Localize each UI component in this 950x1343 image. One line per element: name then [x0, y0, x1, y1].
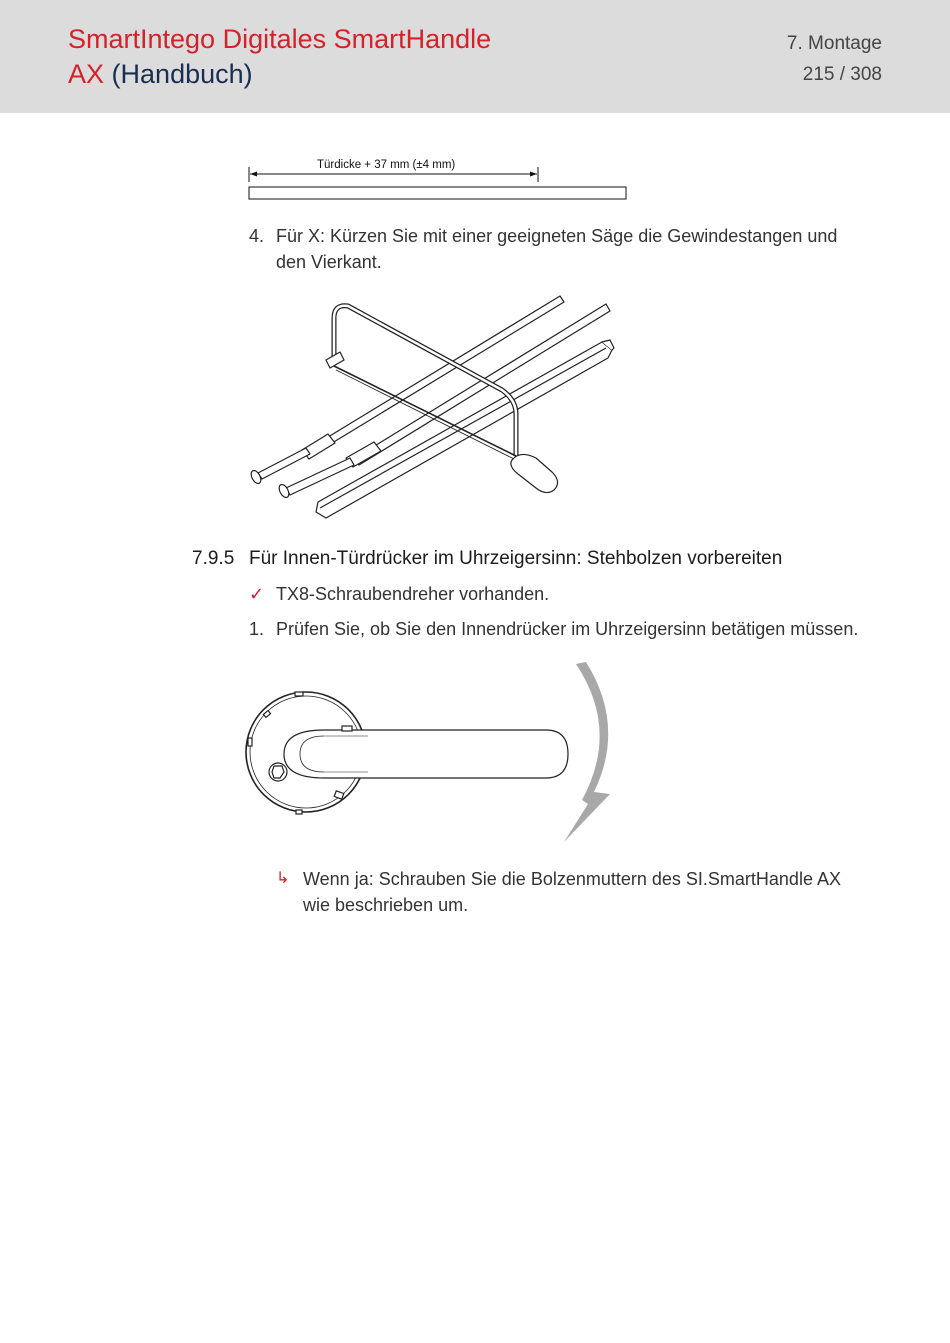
door-thickness-label: Türdicke + 37 mm (±4 mm)	[317, 159, 456, 171]
step-4-line-1: Für X: Kürzen Sie mit einer geeigneten Säge die Gewindestangen und	[276, 226, 838, 246]
title-product-suffix: AX	[68, 59, 105, 89]
step-1-number: 1.	[249, 619, 265, 639]
section-title: Für Innen-Türdrücker im Uhrzeigersinn: Stehbolzen vorbereiten	[249, 548, 783, 569]
result-arrow-icon: ↳	[276, 870, 290, 887]
step-4-number: 4.	[249, 226, 265, 246]
chapter-info	[787, 28, 882, 90]
saw-cutting-figure	[240, 290, 620, 530]
result-line-2: wie beschrieben um.	[303, 895, 469, 915]
step-4-line-2: den Vierkant.	[276, 252, 382, 272]
section-number: 7.9.5	[192, 548, 235, 569]
page-number: 215 / 308	[802, 64, 882, 85]
prerequisite-text: TX8-Schraubendreher vorhanden.	[276, 584, 550, 604]
step-1-text: Prüfen Sie, ob Sie den Innendrücker im Uhrzeigersinn betätigen müssen.	[276, 619, 859, 639]
check-icon: ✓	[249, 584, 265, 604]
title-handbook: (Handbuch)	[111, 59, 253, 89]
result	[276, 866, 896, 918]
clockwise-arrow-icon	[564, 662, 610, 842]
page-header	[0, 0, 950, 113]
door-handle-figure	[240, 660, 620, 850]
step-1	[249, 616, 899, 642]
prerequisite	[249, 581, 889, 607]
result-line-1: Wenn ja: Schrauben Sie die Bolzenmuttern des SI.SmartHandle AX	[303, 869, 841, 889]
title-line-1: SmartIntego Digitales SmartHandle	[68, 24, 492, 54]
step-4	[249, 223, 889, 275]
door-thickness-figure	[240, 150, 640, 210]
chapter-name: 7. Montage	[786, 33, 882, 54]
document-title	[68, 22, 491, 92]
